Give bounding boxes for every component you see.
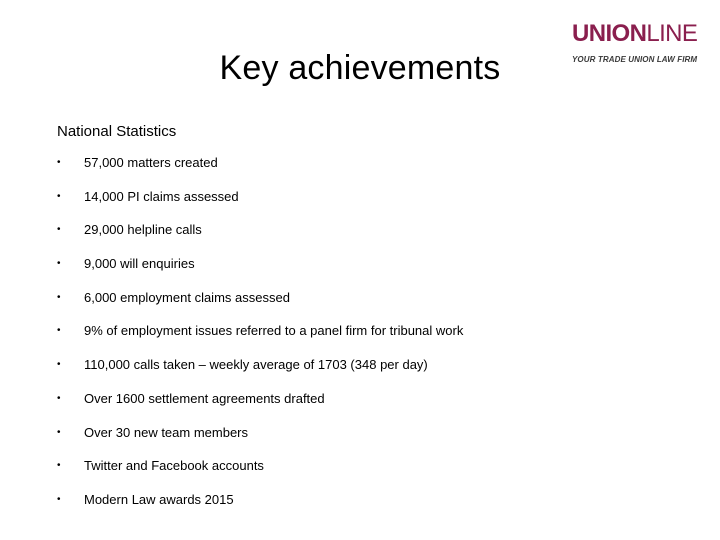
list-item-text: Over 1600 settlement agreements drafted [84, 390, 325, 406]
list-item-text: 6,000 employment claims assessed [84, 289, 290, 305]
logo-word-line: LINE [646, 20, 698, 47]
bullet-icon: • [57, 493, 61, 505]
list-item-text: 57,000 matters created [84, 155, 218, 170]
list-item-text: 29,000 helpline calls [84, 222, 202, 238]
logo-tagline: YOUR TRADE UNION LAW FIRM [572, 55, 698, 64]
bullet-icon: • [57, 224, 61, 236]
bullet-icon: • [57, 157, 61, 168]
list-item-text: 9,000 will enquiries [84, 256, 195, 272]
bullet-icon: • [57, 258, 61, 270]
slide-title: Key achievements [219, 49, 501, 87]
list-item-text: 14,000 PI claims assessed [84, 188, 239, 204]
list-item-text: 110,000 calls taken – weekly average of 1703 (348 per day) [84, 357, 428, 373]
list-item-text: 9% of employment issues referred to a panel firm for tribunal work [84, 323, 464, 339]
list-item-text: Modern Law awards 2015 [84, 491, 234, 507]
bullet-icon: • [57, 190, 61, 202]
list-item-text: Over 30 new team members [84, 424, 249, 440]
bullet-icon: • [57, 359, 61, 371]
bullet-icon: • [57, 325, 61, 337]
bullet-icon: • [57, 291, 61, 303]
section-heading: National Statistics [57, 123, 177, 140]
bullet-icon: • [57, 392, 61, 404]
bullet-icon: • [57, 426, 61, 438]
logo-wordmark [572, 20, 697, 48]
logo-word-union: UNION [572, 20, 647, 47]
list-item-text: Twitter and Facebook accounts [84, 458, 264, 474]
bullet-icon: • [57, 460, 61, 472]
